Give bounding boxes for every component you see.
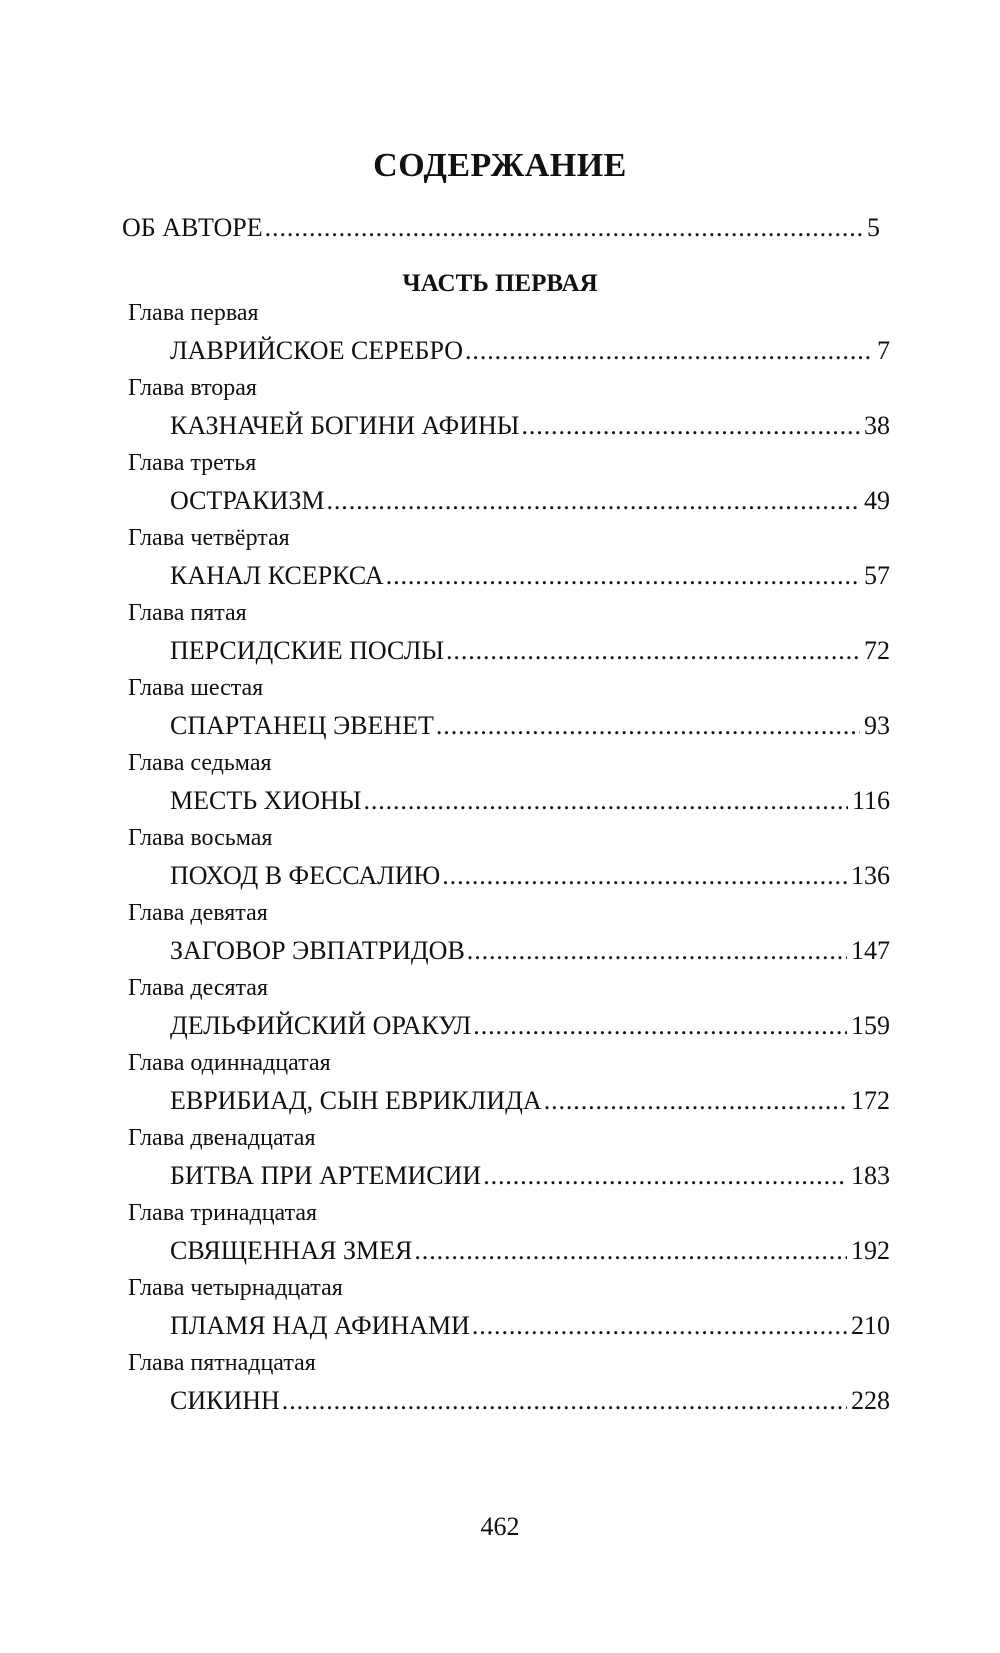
toc-entry [170,711,890,741]
toc-entry [170,1311,890,1341]
dot-leader [265,213,863,243]
chapter-label: Глава восьмая [128,825,273,851]
entry-page-number: 159 [851,1011,890,1040]
toc-entry [170,561,890,591]
chapter-label: Глава тринадцатая [128,1200,318,1226]
entry-title: ДЕЛЬФИЙСКИЙ ОРАКУЛ [170,1011,472,1040]
entry-title: КАЗНАЧЕЙ БОГИНИ АФИНЫ [170,411,520,440]
dot-leader [521,411,860,441]
entry-page-number: 93 [864,711,890,740]
entry-title: ЗАГОВОР ЭВПАТРИДОВ [170,936,465,965]
toc-entry [170,1011,890,1041]
toc-entry [170,936,890,966]
chapter-label: Глава десятая [128,975,268,1001]
toc-entry [170,1161,890,1191]
entry-title: БИТВА ПРИ АРТЕМИСИИ [170,1161,482,1190]
dot-leader [436,711,860,741]
chapter-label: Глава четырнадцатая [128,1275,343,1301]
toc-entry [170,1386,890,1416]
entry-page-number: 38 [864,411,890,440]
entry-page-number: 49 [864,486,890,515]
dot-leader [473,1011,847,1041]
chapter-label: Глава пятнадцатая [128,1350,316,1376]
chapter-label: Глава пятая [128,600,247,626]
entry-title: ЛАВРИЙСКОЕ СЕРЕБРО [170,336,464,365]
toc-entry [170,861,890,891]
entry-page-number: 72 [864,636,890,665]
chapter-label: Глава девятая [128,900,268,926]
toc-entry [170,486,890,516]
dot-leader [327,486,861,516]
entry-title: МЕСТЬ ХИОНЫ [170,786,362,815]
entry-title: СИКИНН [170,1386,280,1415]
entry-title: ПЛАМЯ НАД АФИНАМИ [170,1311,470,1340]
entry-page-number: 228 [851,1386,890,1415]
entry-title: СВЯЩЕННАЯ ЗМЕЯ [170,1236,413,1265]
entry-page-number: 7 [877,336,890,365]
entry-title: ОСТРАКИЗМ [170,486,325,515]
dot-leader [386,561,860,591]
toc-entry [170,411,890,441]
dot-leader [282,1386,847,1416]
chapter-label: Глава четвёртая [128,525,290,551]
dot-leader [363,786,848,816]
toc-entry-about-author [122,213,880,243]
toc-entry [170,336,890,366]
chapter-label: Глава третья [128,450,257,476]
dot-leader [467,936,847,966]
dot-leader [446,636,860,666]
entry-page-number: 210 [851,1311,890,1340]
entry-title: ПЕРСИДСКИЕ ПОСЛЫ [170,636,445,665]
toc-entry [170,1236,890,1266]
chapter-label: Глава двенадцатая [128,1125,316,1151]
toc-entry [170,636,890,666]
page-title: СОДЕРЖАНИЕ [373,147,627,184]
chapter-label: Глава шестая [128,675,264,701]
dot-leader [465,336,873,366]
dot-leader [544,1086,847,1116]
dot-leader [483,1161,847,1191]
entry-title: ПОХОД В ФЕССАЛИЮ [170,861,441,890]
dot-leader [472,1311,847,1341]
entry-page-number: 183 [851,1161,890,1190]
dot-leader [414,1236,847,1266]
entry-title: КАНАЛ КСЕРКСА [170,561,384,590]
entry-page-number: 136 [851,861,890,890]
entry-page-number: 192 [851,1236,890,1265]
entry-page-number: 116 [851,786,890,815]
chapter-label: Глава первая [128,300,259,326]
page-number-footer: 462 [480,1512,520,1541]
toc-entry [170,1086,890,1116]
entry-page-number: 147 [851,936,890,965]
chapter-label: Глава вторая [128,375,257,401]
entry-title: ЕВРИБИАД, СЫН ЕВРИКЛИДА [170,1086,542,1115]
entry-page-number: 172 [851,1086,890,1115]
dot-leader [442,861,847,891]
entry-title: ОБ АВТОРЕ [122,213,263,242]
entry-page-number: 5 [867,213,880,242]
toc-entry [170,786,890,816]
part-heading: ЧАСТЬ ПЕРВАЯ [402,270,598,297]
entry-page-number: 57 [864,561,890,590]
entry-title: СПАРТАНЕЦ ЭВЕНЕТ [170,711,434,740]
chapter-label: Глава седьмая [128,750,272,776]
chapter-label: Глава одиннадцатая [128,1050,331,1076]
